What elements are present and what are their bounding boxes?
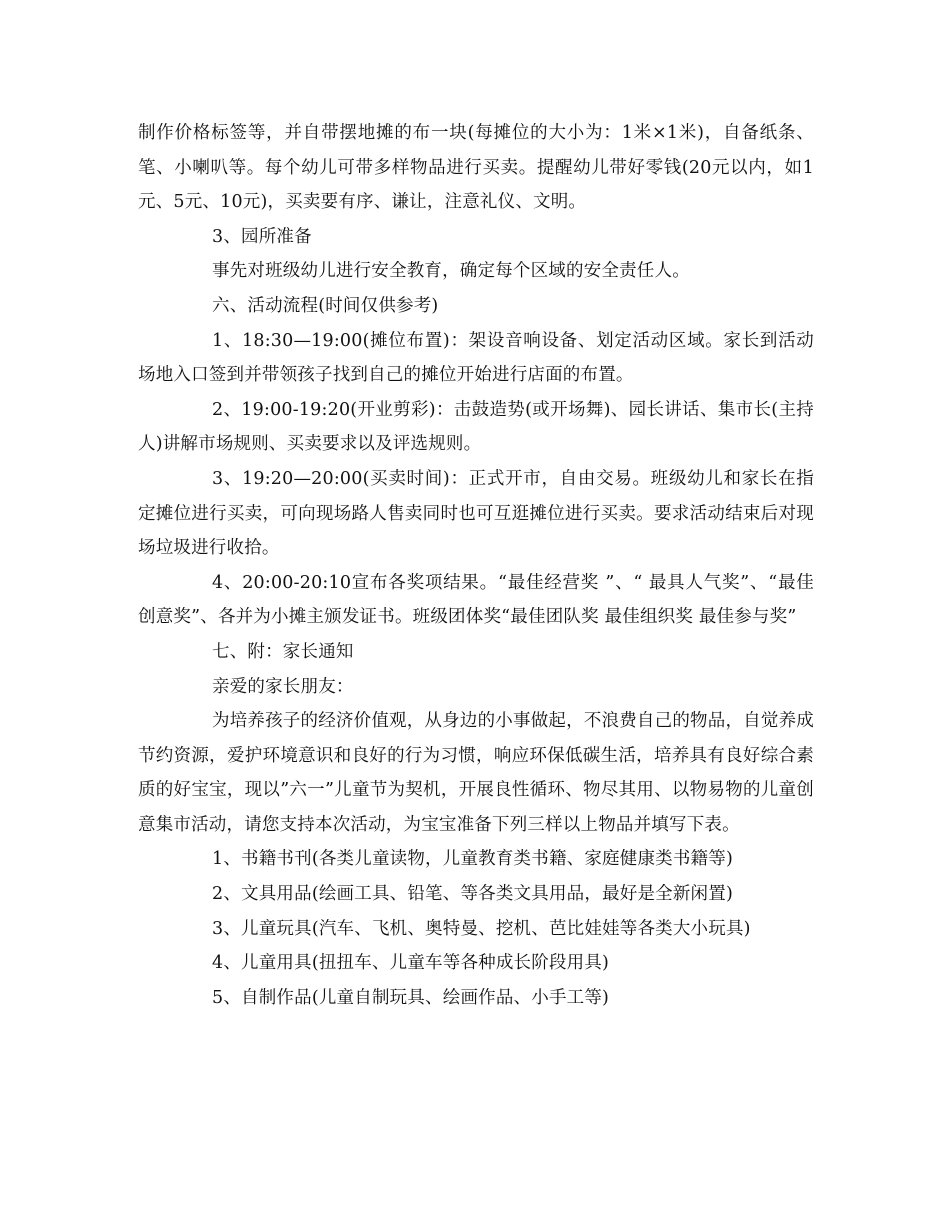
heading-activity-process: 六、活动流程(时间仅供参考) bbox=[212, 295, 439, 316]
step-stall-setup: 1、18:30—19:00(摊位布置)：架设音响设备、划定活动区域。家长到活动场地入口签到并带领孩子找到自己的摊位开始进行店面的布置。 bbox=[138, 330, 814, 386]
salutation: 亲爱的家长朋友： bbox=[212, 676, 354, 697]
list-item-toys: 3、儿童玩具(汽车、飞机、奥特曼、挖机、芭比娃娃等各类大小玩具) bbox=[212, 918, 751, 939]
paragraph-safety-education: 事先对班级幼儿进行安全教育，确定每个区域的安全责任人。 bbox=[212, 261, 690, 282]
paragraph-materials: 制作价格标签等，并自带摆地摊的布一块(每摊位的大小为：1米×1米)，自备纸条、笔、小喇叭等。每个幼儿可带多样物品进行买卖。提醒幼儿带好零钱(20元以内，如1元、5元、10元)，买卖要有序、谦让，注意礼仪、文明。 bbox=[138, 123, 814, 213]
step-awards: 4、20:00-20:10宣布各奖项结果。“最佳经营奖 ”、“ 最具人气奖”、“最佳创意奖”、各并为小摊主颁发证书。班级团体奖“最佳团队奖 最佳组织奖 最佳参与奖” bbox=[138, 572, 814, 628]
list-item-children-supplies: 4、儿童用具(扭扭车、儿童车等各种成长阶段用具) bbox=[212, 953, 610, 974]
list-item-books: 1、书籍书刊(各类儿童读物，儿童教育类书籍、家庭健康类书籍等) bbox=[212, 849, 733, 870]
paragraph-notice-body: 为培养孩子的经济价值观，从身边的小事做起，不浪费自己的物品，自觉养成节约资源，爱护环境意识和良好的行为习惯，响应环保低碳生活，培养具有良好综合素质的好宝宝，现以”六一”儿童节为契机，开展良性循环、物尽其用、以物易物的儿童创意集市活动，请您支持本次活动，为宝宝准备下列三样以上物品并填写下表。 bbox=[138, 711, 814, 835]
list-item-handmade-works: 5、自制作品(儿童自制玩具、绘画作品、小手工等) bbox=[212, 987, 610, 1008]
heading-parent-notice: 七、附：家长通知 bbox=[212, 641, 354, 662]
step-trading-time: 3、19:20—20:00(买卖时间)：正式开市，自由交易。班级幼儿和家长在指定摊位进行买卖，可向现场路人售卖同时也可互逛摊位进行买卖。要求活动结束后对现场垃圾进行收拾。 bbox=[138, 468, 814, 559]
list-item-stationery: 2、文具用品(绘画工具、铅笔、等各类文具用品，最好是全新闲置) bbox=[212, 884, 733, 905]
heading-kindergarten-preparation: 3、园所准备 bbox=[212, 226, 312, 247]
document-body bbox=[138, 116, 814, 1015]
step-opening-ceremony: 2、19:00-19:20(开业剪彩)：击鼓造势(或开场舞)、园长讲话、集市长(主持人)讲解市场规则、买卖要求以及评选规则。 bbox=[138, 399, 814, 455]
